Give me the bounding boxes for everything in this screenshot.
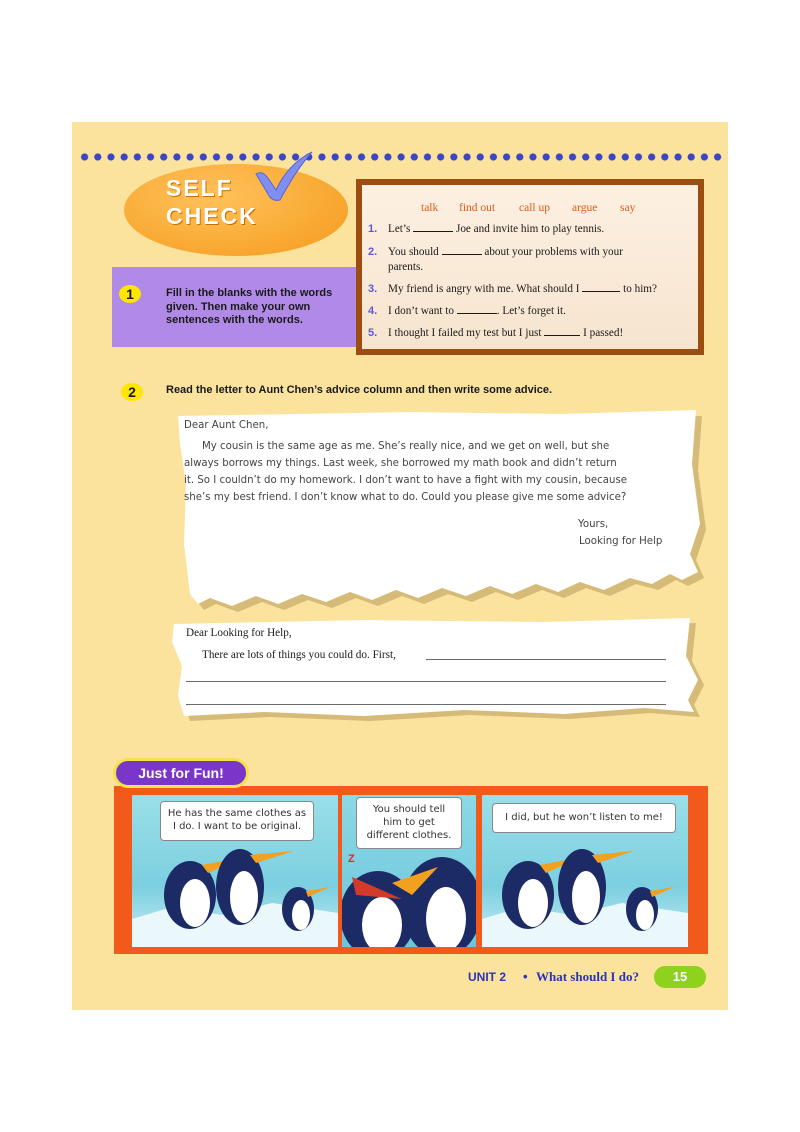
footer-title: What should I do?: [536, 969, 639, 984]
checkmark-icon: [250, 148, 320, 208]
item-number: 4.: [368, 305, 378, 317]
letter-line: it. So I couldn’t do my homework. I don’t want to have a fight with my cousin, because: [184, 475, 628, 486]
just-for-fun-badge: [113, 758, 249, 788]
footer-separator: •: [523, 969, 528, 984]
speech-bubble: He has the same clothes as I do. I want to be original.: [160, 801, 314, 841]
word-bank-word: talk: [421, 202, 439, 214]
exercise1-item: [368, 282, 657, 297]
letter-paper: [160, 404, 708, 614]
item-text-after: about your problems with your: [484, 246, 623, 258]
word-bank-word: say: [620, 202, 636, 214]
item-number: 5.: [368, 327, 378, 339]
item-number: 1.: [368, 223, 378, 235]
word-bank-word: find out: [459, 202, 496, 214]
footer-unit: UNIT 2: [468, 970, 507, 984]
dotted-divider: [78, 151, 723, 163]
comic-panel-2: [342, 795, 476, 947]
exercise1-instruction: Fill in the blanks with the words given. Then make your own sentences with the words.: [166, 287, 333, 326]
word-bank-word: argue: [572, 202, 598, 214]
item-text-after: to him?: [623, 283, 657, 295]
item-text-before: I thought I failed my test but I just: [388, 327, 542, 339]
exercise1-number: 1: [119, 285, 141, 303]
exercise2-instruction: Read the letter to Aunt Chen’s advice column and then write some advice.: [166, 384, 553, 396]
item-text-after: Joe and invite him to play tennis.: [455, 223, 605, 235]
exercise1-item: [368, 304, 566, 319]
reply-writing-line[interactable]: [426, 659, 666, 660]
comic-panel-3: [482, 795, 688, 947]
reply-greeting: Dear Looking for Help,: [186, 627, 292, 639]
word-bank-word: call up: [519, 202, 550, 214]
exercise1-item: [368, 245, 623, 260]
speech-bubble: You should tell him to get different clothes.: [356, 797, 462, 849]
item-number: 3.: [368, 283, 378, 295]
letter-line: My cousin is the same age as me. She’s really nice, and we get on well, but she: [202, 441, 610, 452]
speech-bubble: I did, but he won’t listen to me!: [492, 803, 676, 833]
comic-panel-1: [132, 795, 338, 947]
fill-blank[interactable]: [582, 282, 620, 292]
fill-blank[interactable]: [544, 326, 580, 336]
exercise1-item: [368, 326, 623, 341]
item-text-before: I don’t want to: [388, 305, 454, 317]
fill-blank[interactable]: [457, 304, 497, 314]
letter-greeting: Dear Aunt Chen,: [184, 420, 269, 431]
self-check-line1: SELF: [166, 175, 233, 201]
exercise2-number: 2: [121, 383, 143, 401]
item-text-before: Let’s: [388, 223, 411, 235]
reply-writing-line[interactable]: [186, 704, 666, 705]
exercise1-item: [368, 222, 604, 237]
self-check-line2: CHECK: [166, 203, 258, 229]
letter-line: she’s my best friend. I don’t know what to do. Could you please give me some advice?: [184, 492, 627, 503]
fill-blank[interactable]: [413, 222, 453, 232]
item-number: 2.: [368, 246, 378, 258]
letter-signature: Looking for Help: [579, 536, 663, 547]
item-text-before: My friend is angry with me. What should I: [388, 283, 580, 295]
reply-writing-line[interactable]: [186, 681, 666, 682]
just-for-fun-label: Just for Fun!: [138, 765, 224, 781]
sleep-mark: Z: [348, 853, 355, 865]
item-text-after: . Let’s forget it.: [496, 305, 566, 317]
item-text-before: You should: [388, 246, 439, 258]
item-text-after: I passed!: [583, 327, 624, 339]
reply-start: There are lots of things you could do. First,: [202, 649, 396, 661]
page-number: 15: [654, 966, 706, 988]
letter-line: always borrows my things. Last week, she borrowed my math book and didn’t return: [184, 458, 617, 469]
letter-closing: Yours,: [578, 519, 609, 530]
item-continuation: parents.: [388, 261, 424, 273]
fill-blank[interactable]: [442, 245, 482, 255]
